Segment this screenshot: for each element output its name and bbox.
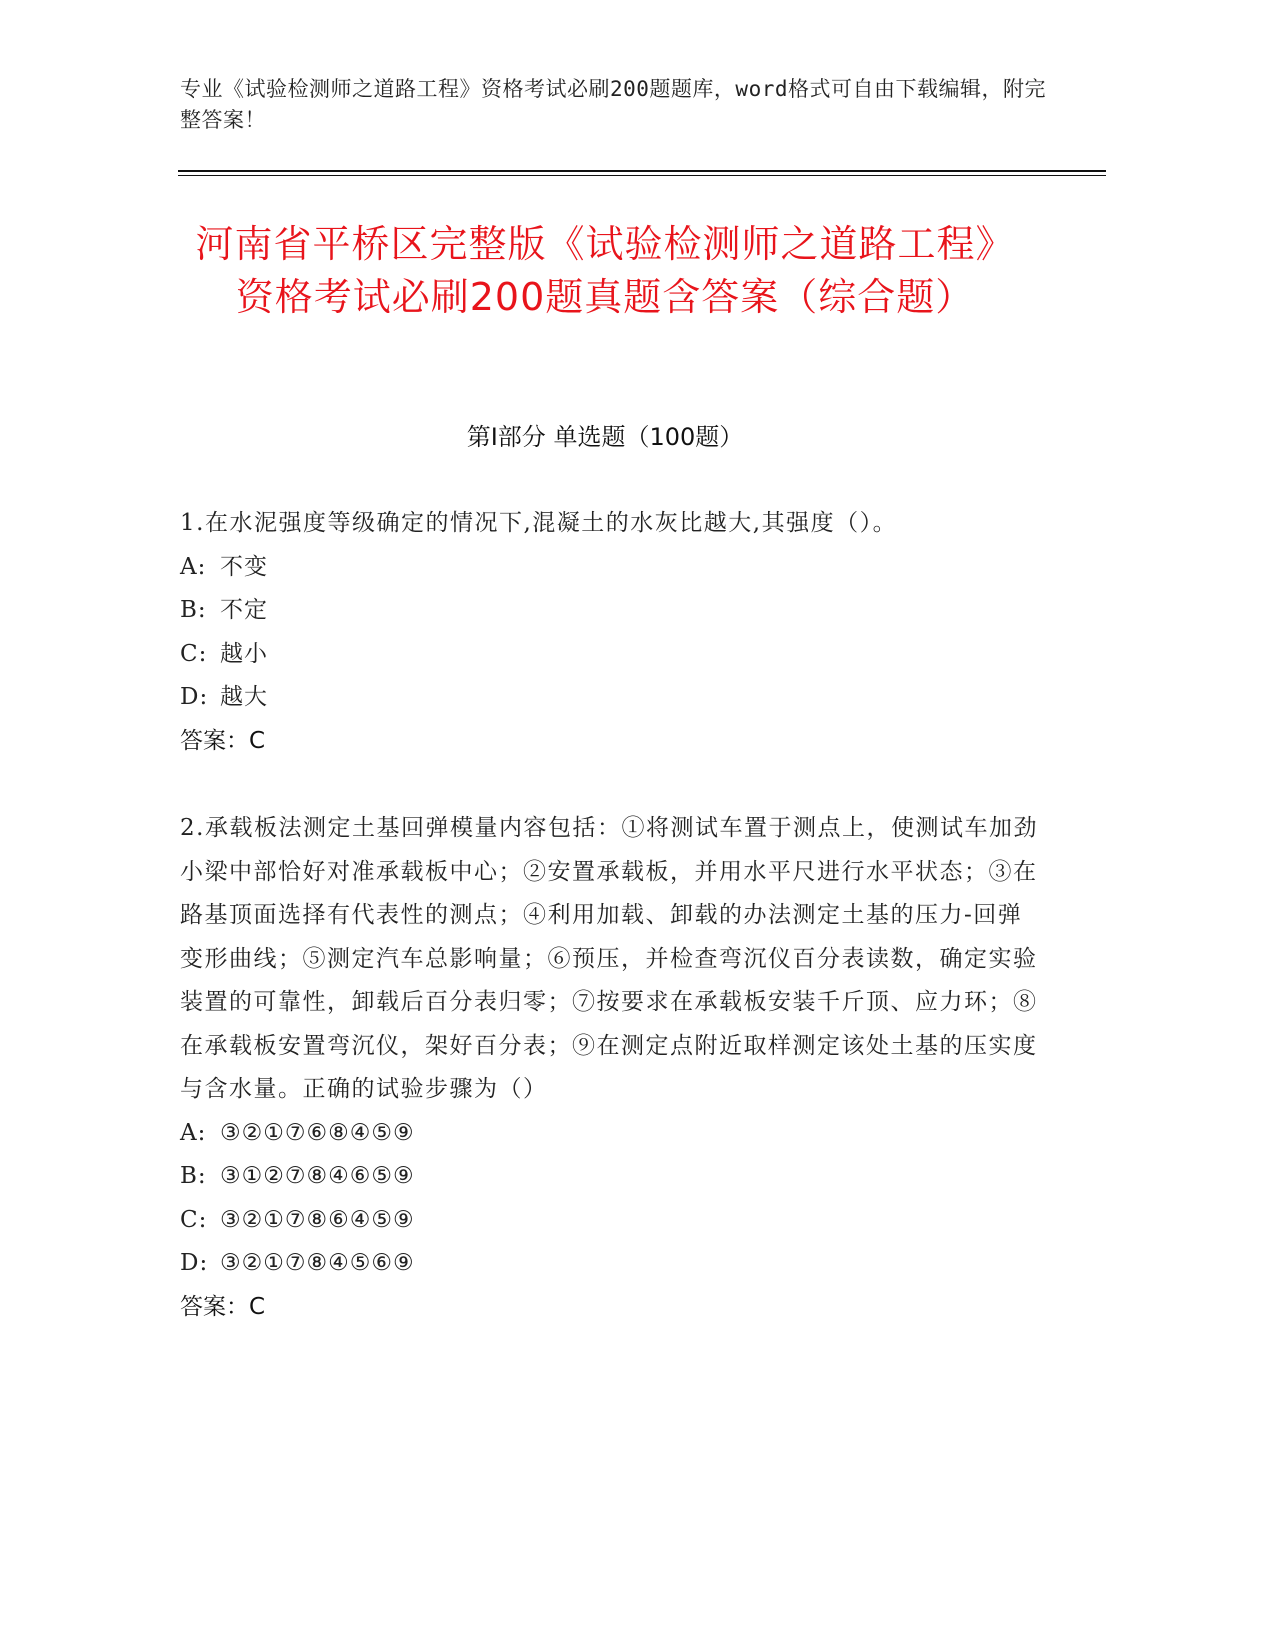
option-letter: A: <box>180 553 207 580</box>
option-a <box>180 546 1040 590</box>
question-text: 1.在水泥强度等级确定的情况下,混凝土的水灰比越大,其强度（）。 <box>180 510 898 536</box>
option-letter: C: <box>180 640 208 667</box>
option-text: 不变 <box>220 553 268 580</box>
option-d <box>180 676 1040 720</box>
option-text: ③②①⑦⑧⑥④⑤⑨ <box>220 1206 415 1233</box>
document-title: 河南省平桥区完整版《试验检测师之道路工程》资格考试必刷200题真题含答案（综合题） <box>195 222 1015 319</box>
option-letter: C: <box>180 1206 208 1233</box>
option-letter: D: <box>180 1250 209 1276</box>
option-letter: D: <box>180 684 209 710</box>
header-rule-thick <box>178 170 1106 172</box>
option-c <box>180 633 1040 677</box>
option-c <box>180 1199 1040 1243</box>
header-note: 专业《试验检测师之道路工程》资格考试必刷200题题库，word格式可自由下载编辑，附完整答案！ <box>180 77 1046 132</box>
answer: 答案：C <box>180 1293 266 1320</box>
option-text: ③②①⑦⑧④⑤⑥⑨ <box>220 1250 415 1276</box>
question-2 <box>180 807 1040 1329</box>
option-b <box>180 1155 1040 1199</box>
option-d <box>180 1242 1040 1286</box>
option-text: 越大 <box>220 684 268 710</box>
option-letter: B: <box>180 597 207 623</box>
question-text: 2.承载板法测定土基回弹模量内容包括：①将测试车置于测点上，使测试车加劲小梁中部恰好对准承载板中心；②安置承载板，并用水平尺进行水平状态；③在路基顶面选择有代表性的测点；④利用加载、卸载的办法测定土基的压力-回弹变形曲线；⑤测定汽车总影响量；⑥预压，并检查弯沉仪百分表读数，确定实验装置的可靠性，卸载后百分表归零；⑦按要求在承载板安装千斤顶、应力环；⑧在承载板安置弯沉仪，架好百分表；⑨在测定点附近取样测定该处土基的压实度与含水量。正确的试验步骤为（） <box>180 815 1038 1102</box>
header-rule-thin <box>178 175 1106 176</box>
option-a <box>180 1112 1040 1156</box>
option-text: ③②①⑦⑥⑧④⑤⑨ <box>220 1119 415 1146</box>
question-1 <box>180 502 1040 763</box>
option-text: 不定 <box>220 597 268 623</box>
section-heading: 第Ⅰ部分 单选题（100题） <box>466 423 744 451</box>
option-letter: A: <box>180 1119 207 1146</box>
option-text: ③①②⑦⑧④⑥⑤⑨ <box>220 1163 415 1189</box>
option-text: 越小 <box>220 640 268 667</box>
option-letter: B: <box>180 1163 207 1189</box>
answer: 答案：C <box>180 727 266 754</box>
option-b <box>180 589 1040 633</box>
